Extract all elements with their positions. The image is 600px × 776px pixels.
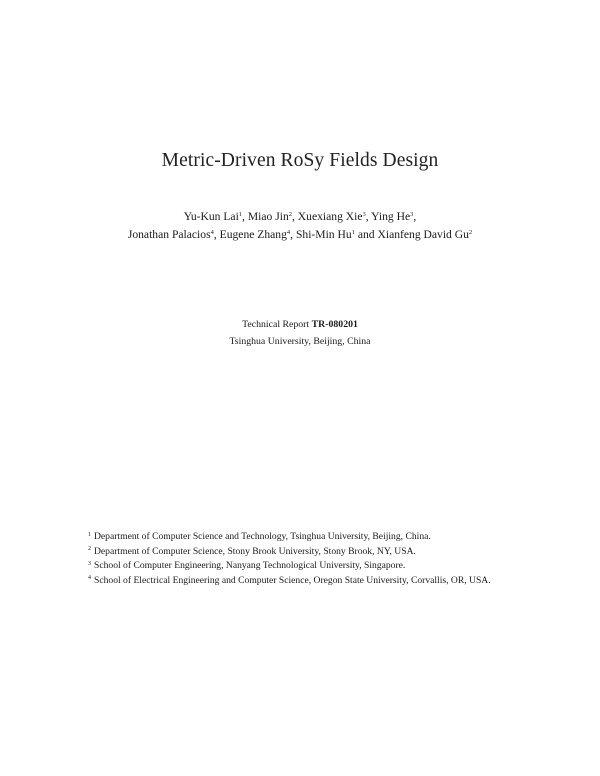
affiliation-item	[88, 559, 513, 574]
paper-title: Metric-Driven RoSy Fields Design	[161, 150, 439, 171]
author-separator: and	[354, 228, 378, 241]
author-name: Ying He	[371, 210, 411, 223]
affiliation-item	[88, 574, 513, 589]
affiliation-mark: 4	[210, 229, 214, 236]
affiliation-mark: 2	[88, 546, 91, 552]
affiliation-text: School of Computer Engineering, Nanyang Technological University, Singapore.	[94, 560, 406, 571]
report-block	[0, 316, 600, 350]
author-name: Yu-Kun Lai	[183, 210, 239, 223]
author-name: Jonathan Palacios	[127, 228, 211, 241]
affiliation-item	[88, 545, 513, 560]
author-name: Eugene Zhang	[219, 228, 287, 241]
author-name: Miao Jin	[247, 210, 289, 223]
affiliation-mark: 3	[410, 211, 414, 218]
affiliation-text: Department of Computer Science and Technology, Tsinghua University, Beijing, China.	[94, 531, 431, 542]
affiliation-mark: 4	[88, 575, 91, 581]
report-institution: Tsinghua University, Beijing, China	[229, 336, 371, 347]
affiliation-mark: 2	[468, 229, 473, 236]
affiliation-mark: 2	[288, 211, 292, 218]
author-name: Xuexiang Xie	[297, 210, 363, 223]
affiliation-item	[88, 530, 513, 545]
author-list	[0, 208, 600, 244]
report-line	[0, 316, 600, 333]
author-separator: ,	[242, 210, 248, 223]
affiliation-mark: 1	[351, 229, 355, 236]
report-number: TR-080201	[311, 319, 358, 330]
affiliation-mark: 4	[286, 229, 291, 236]
affiliation-footnotes	[88, 530, 513, 588]
affiliation-text: School of Electrical Engineering and Computer Science, Oregon State University, Corvallis, OR, USA.	[94, 574, 491, 586]
affiliation-mark: 3	[362, 211, 366, 218]
author-separator: ,	[413, 210, 417, 223]
report-label: Technical Report	[242, 319, 310, 330]
affiliation-text: Department of Computer Science, Stony Brook University, Stony Brook, NY, USA.	[94, 545, 416, 557]
author-name: Shi-Min Hu	[295, 228, 352, 241]
author-line-1	[0, 208, 600, 226]
author-separator: ,	[292, 210, 298, 223]
affiliation-mark: 1	[238, 211, 243, 218]
author-separator: ,	[290, 228, 296, 241]
author-line-2	[0, 226, 600, 244]
affiliation-mark: 1	[88, 531, 91, 538]
affiliation-mark: 3	[88, 560, 91, 567]
author-separator: ,	[365, 210, 372, 223]
author-name: Xianfeng David Gu	[377, 228, 469, 241]
author-separator: ,	[213, 228, 220, 241]
